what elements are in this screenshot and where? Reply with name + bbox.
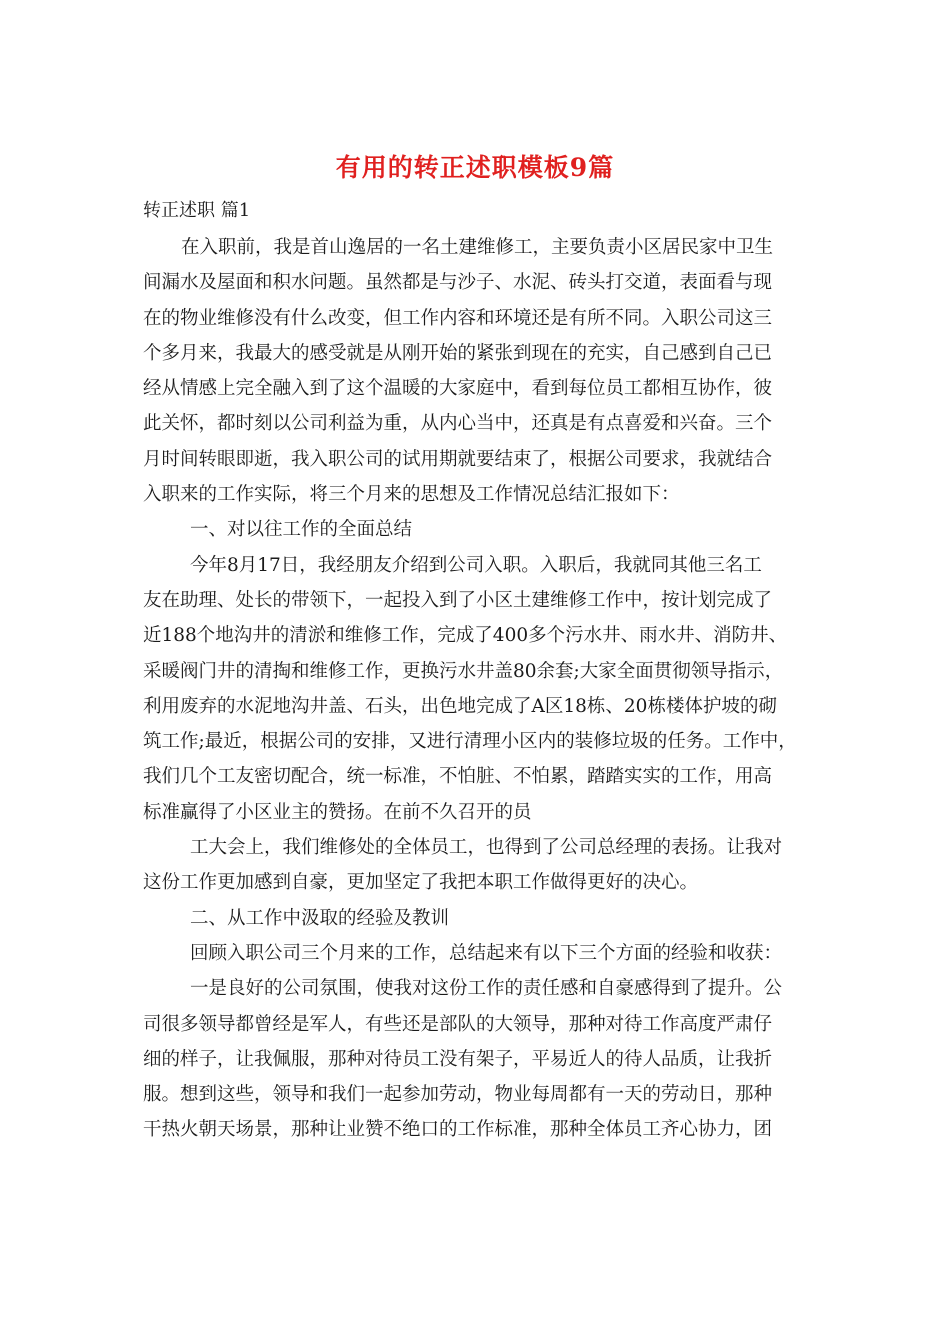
text-line: 一是良好的公司氛围，使我对这份工作的责任感和自豪感得到了提升。公 bbox=[190, 978, 783, 1000]
subheading-line: 一、对以往工作的全面总结 bbox=[190, 519, 413, 541]
text-line: 我们几个工友密切配合，统一标准，不怕脏、不怕累，踏踏实实的工作，用高 bbox=[143, 766, 773, 788]
text-line: 利用废弃的水泥地沟井盖、石头，出色地完成了A区18栋、20栋楼体护坡的砌 bbox=[143, 695, 777, 717]
text-line: 个多月来，我最大的感受就是从刚开始的紧张到现在的充实，自己感到自己已 bbox=[143, 342, 773, 364]
text-line: 司很多领导都曾经是军人，有些还是部队的大领导，那种对待工作高度严肃仔 bbox=[143, 1013, 773, 1035]
text-line: 近188个地沟井的清淤和维修工作，完成了400多个污水井、雨水井、消防井、 bbox=[143, 625, 788, 647]
text-line: 此关怀，都时刻以公司利益为重，从内心当中，还真是有点喜爱和兴奋。三个 bbox=[143, 413, 773, 435]
text-line: 标准赢得了小区业主的赞扬。在前不久召开的员 bbox=[143, 801, 532, 823]
text-line: 服。想到这些，领导和我们一起参加劳动，物业每周都有一天的劳动日，那种 bbox=[143, 1084, 773, 1106]
text-line: 这份工作更加感到自豪，更加坚定了我把本职工作做得更好的决心。 bbox=[143, 872, 699, 894]
text-line: 经从情感上完全融入到了这个温暖的大家庭中，看到每位员工都相互协作，彼 bbox=[143, 378, 773, 400]
text-line: 今年8月17日，我经朋友介绍到公司入职。入职后，我就同其他三名工 bbox=[190, 554, 762, 576]
text-line: 干热火朝天场景，那种让业赞不绝口的工作标准，那种全体员工齐心协力，团 bbox=[143, 1119, 773, 1141]
document-title: 有用的转正述职模板9篇 bbox=[335, 153, 615, 182]
text-line: 工大会上，我们维修处的全体员工，也得到了公司总经理的表扬。让我对 bbox=[190, 837, 783, 859]
text-line: 月时间转眼即逝，我入职公司的试用期就要结束了，根据公司要求，我就结合 bbox=[143, 448, 773, 470]
text-line: 在的物业维修没有什么改变，但工作内容和环境还是有所不同。入职公司这三 bbox=[143, 307, 773, 329]
body-text bbox=[143, 230, 815, 1148]
section-heading: 转正述职 篇1 bbox=[143, 200, 251, 221]
subheading-line: 二、从工作中汲取的经验及教训 bbox=[190, 907, 450, 929]
text-line: 入职来的工作实际，将三个月来的思想及工作情况总结汇报如下： bbox=[143, 484, 680, 506]
text-line: 采暖阀门井的清掏和维修工作，更换污水井盖80余套;大家全面贯彻领导指示， bbox=[143, 660, 784, 682]
text-line: 筑工作;最近，根据公司的安排，又进行清理小区内的装修垃圾的任务。工作中， bbox=[143, 731, 797, 753]
text-line: 回顾入职公司三个月来的工作，总结起来有以下三个方面的经验和收获： bbox=[190, 942, 783, 964]
text-line: 间漏水及屋面和积水问题。虽然都是与沙子、水泥、砖头打交道，表面看与现 bbox=[143, 272, 773, 294]
text-line: 在入职前，我是首山逸居的一名土建维修工，主要负责小区居民家中卫生 bbox=[181, 237, 774, 258]
text-line: 友在助理、处长的带领下，一起投入到了小区土建维修工作中，按计划完成了 bbox=[143, 589, 773, 611]
text-line: 细的样子，让我佩服，那种对待员工没有架子，平易近人的待人品质，让我折 bbox=[143, 1048, 773, 1070]
